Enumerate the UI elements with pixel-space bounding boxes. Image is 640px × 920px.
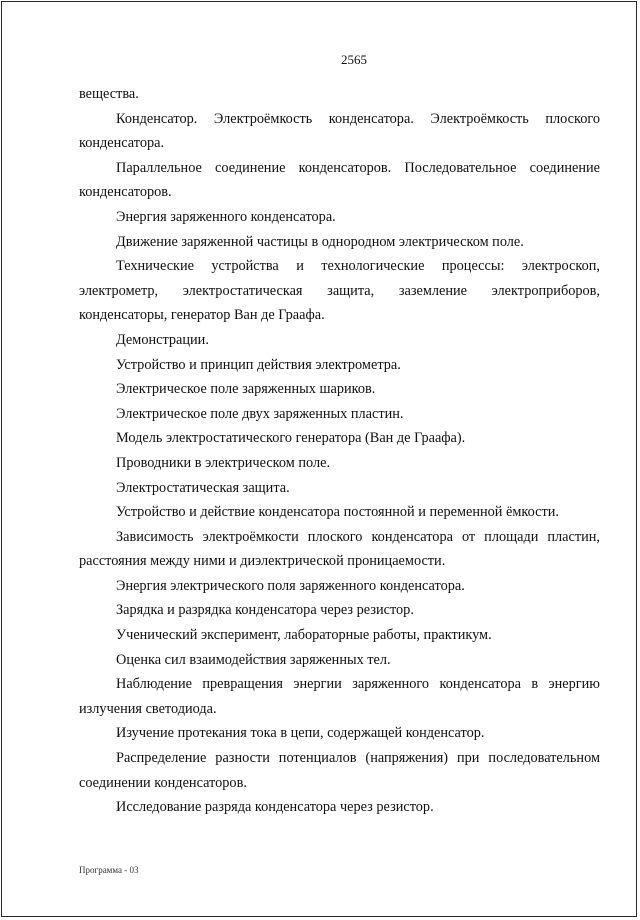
list-item: Устройство и принцип действия электрометра. xyxy=(116,356,401,373)
list-item: Наблюдение превращения энергии заряженного конденсатора в энергию излучения светодиода. xyxy=(79,676,600,717)
paragraph-technical-devices-line-3: конденсаторы, генератор Ван де Граафа. xyxy=(79,307,325,324)
list-item: Изучение протекания тока в цепи, содержащей конденсатор. xyxy=(116,725,485,742)
list-item: Зарядка и разрядка конденсатора через резистор. xyxy=(116,602,414,619)
list-item: Устройство и действие конденсатора постоянной и переменной ёмкости. xyxy=(116,504,559,521)
section-heading-student-experiment: Ученический эксперимент, лабораторные работы, практикум. xyxy=(116,627,492,644)
page-number: 2565 xyxy=(341,52,367,67)
paragraph-capacitor-connection: Параллельное соединение конденсаторов. Последовательное соединение конденсаторов. xyxy=(79,159,600,201)
list-item: Электростатическая защита. xyxy=(116,479,290,496)
list-item: Электрическое поле заряженных шариков. xyxy=(116,381,376,398)
list-item: Электрическое поле двух заряженных пластин. xyxy=(116,405,404,422)
list-item: Оценка сил взаимодействия заряженных тел. xyxy=(116,651,391,668)
paragraph-continuation: вещества. xyxy=(79,86,139,102)
section-heading-demonstrations: Демонстрации. xyxy=(116,331,209,348)
list-item: Распределение разности потенциалов (напряжения) при последовательном соединении конденсаторов. xyxy=(79,750,600,791)
paragraph-capacitor-energy: Энергия заряженного конденсатора. xyxy=(116,208,336,225)
paragraph-charged-particle-motion: Движение заряженной частицы в однородном электрическом поле. xyxy=(116,233,524,250)
list-item: Модель электростатического генератора (Ван де Граафа). xyxy=(116,430,466,447)
list-item: Проводники в электрическом поле. xyxy=(116,454,331,471)
list-item: Энергия электрического поля заряженного конденсатора. xyxy=(116,577,465,594)
document-body xyxy=(79,82,600,820)
page-footer: Программа - 03 xyxy=(79,865,139,875)
list-item: Исследование разряда конденсатора через резистор. xyxy=(116,799,434,816)
paragraph-capacitor: Конденсатор. Электроёмкость конденсатора. Электроёмкость плоского конденсатора. xyxy=(79,110,600,152)
paragraph-technical-devices-line-2: электрометр, электростатическая защита, заземление электроприборов, xyxy=(79,282,600,299)
paragraph-technical-devices-line-1: Технические устройства и технологические процессы: электроскоп, xyxy=(116,258,600,275)
list-item: Зависимость электроёмкости плоского конденсатора от площади пластин, расстояния между ними и диэлектрической проницаемости. xyxy=(79,528,600,570)
